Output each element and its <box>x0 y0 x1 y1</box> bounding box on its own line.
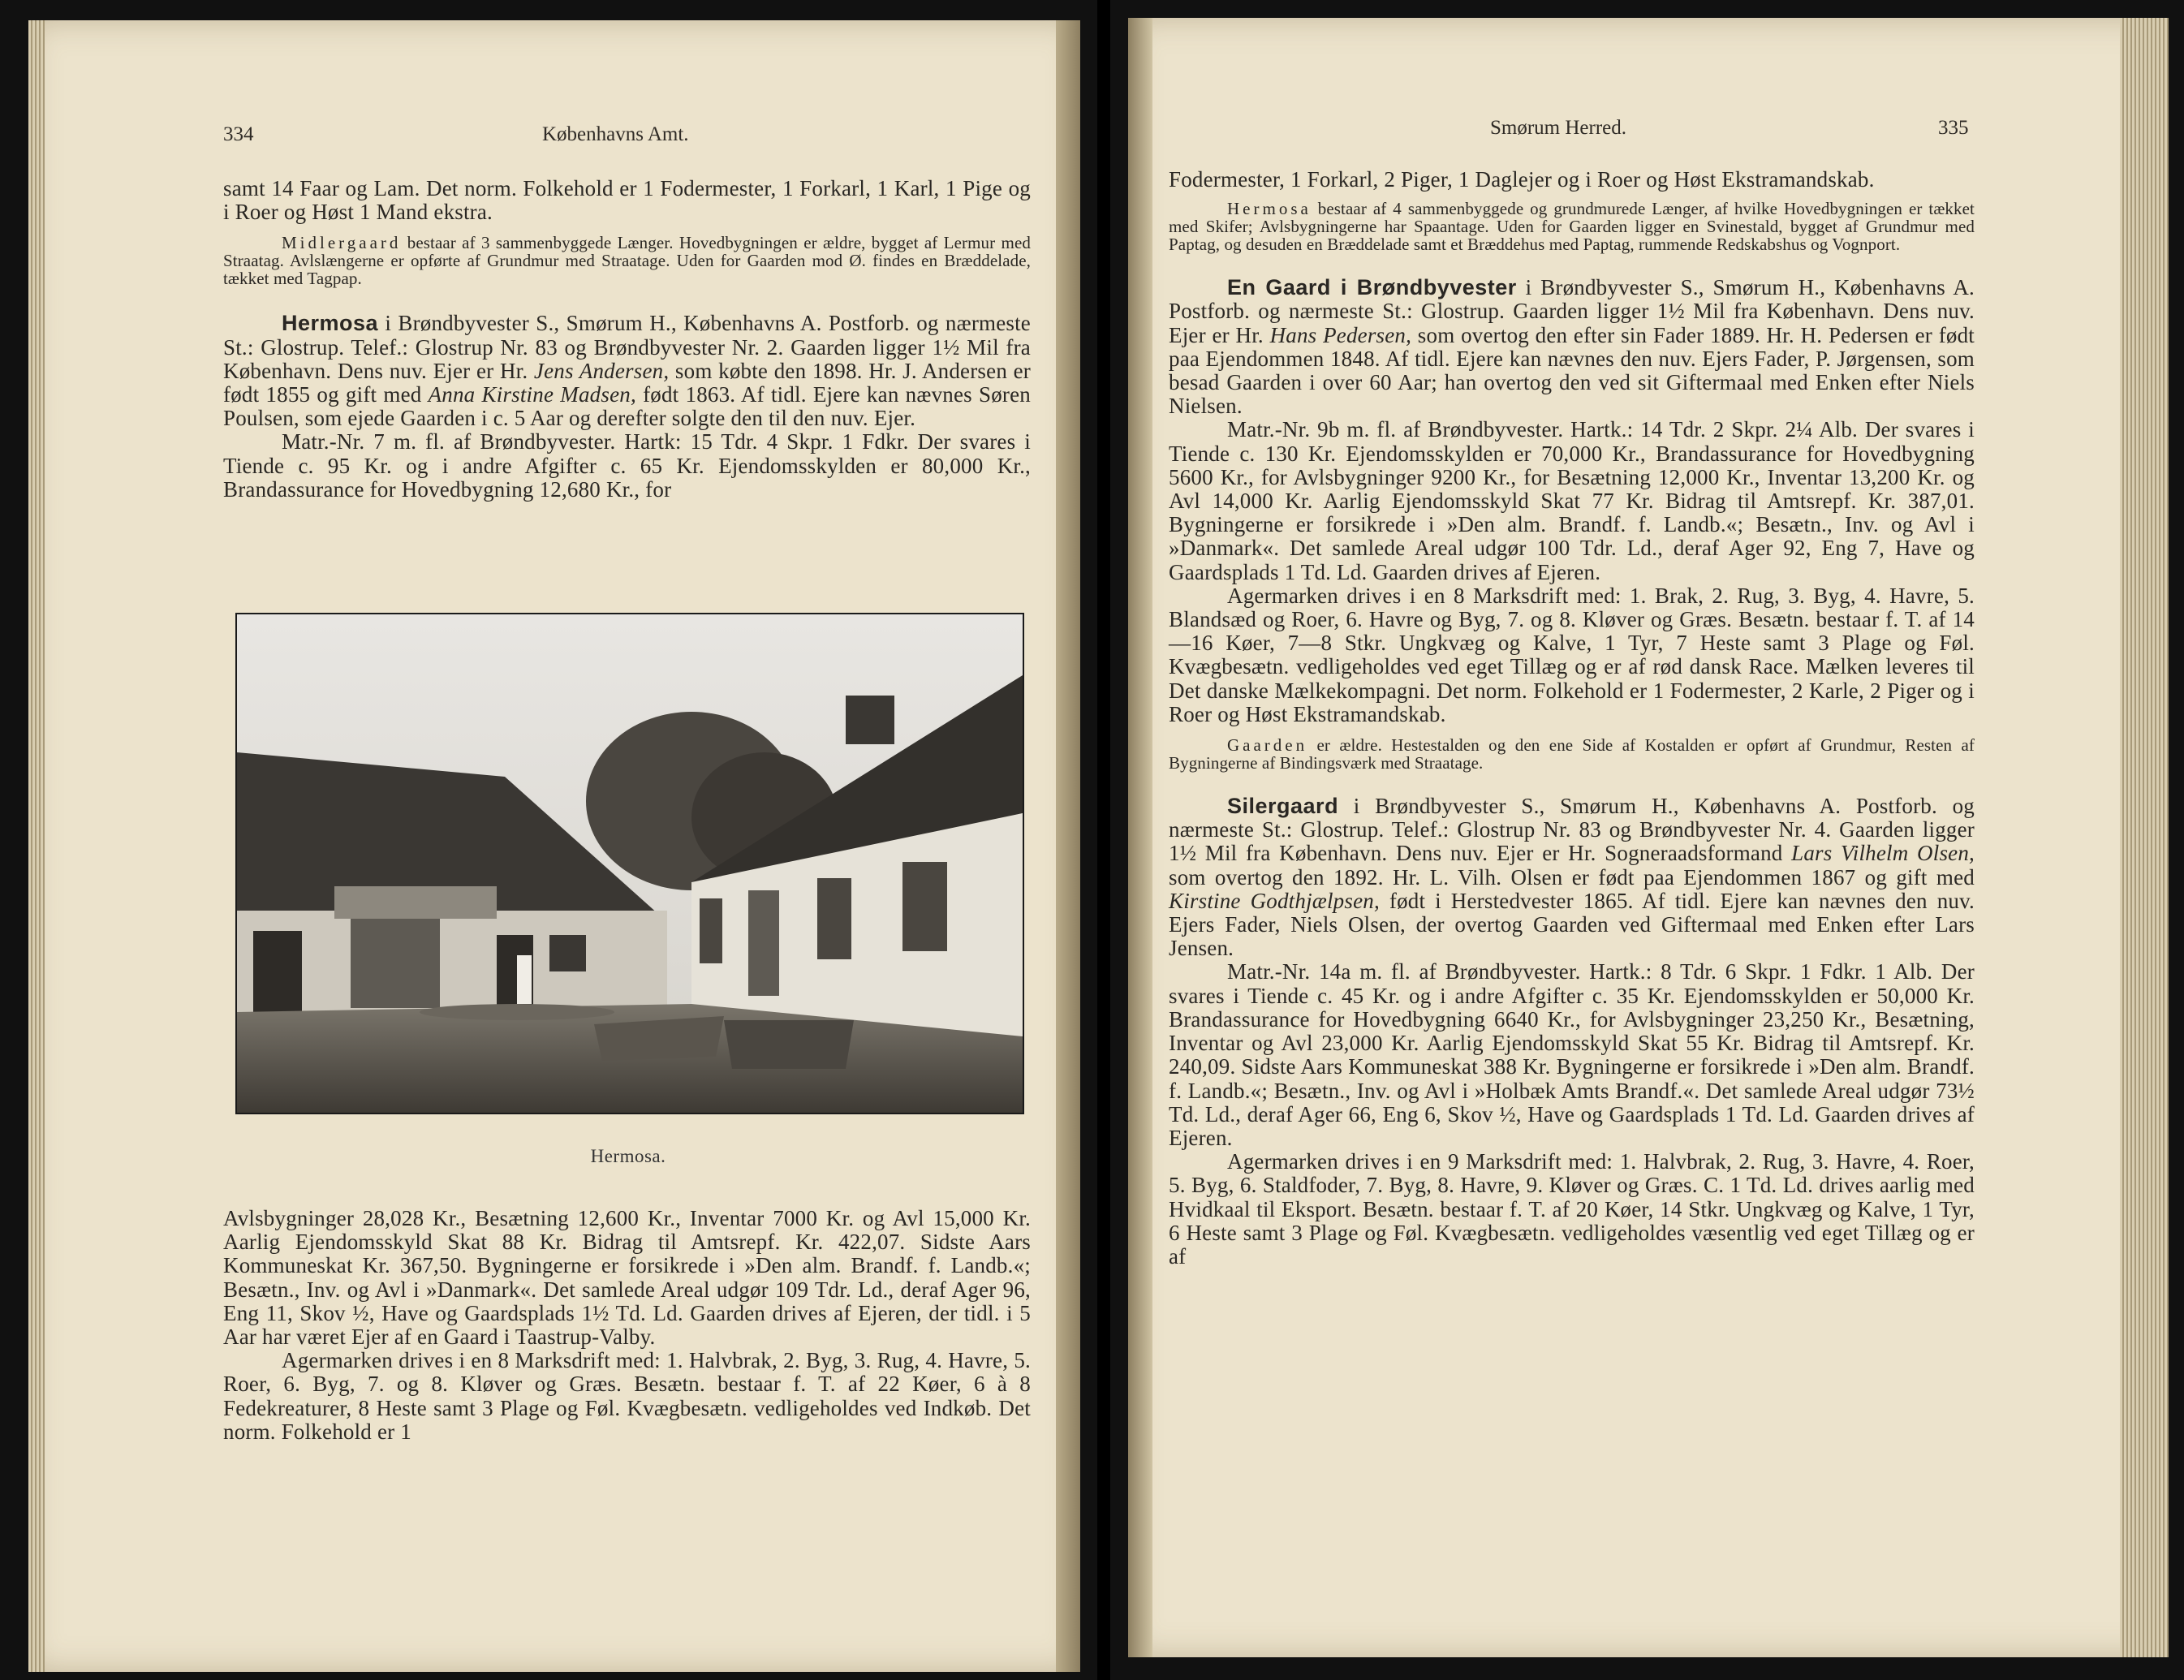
gaard-p1-a: i Brøndbyvester S., Smørum H., Københavns A. Postforb. og nærmeste St.: Glostrup. Gaarden ligger 1½ Mil fra København. Dens nuv. Ejer er Hr. <box>1169 275 1975 347</box>
left-after-photo-paragraph-2: Agermarken drives i en 8 Marksdrift med: 1. Halvbrak, 2. Byg, 3. Rug, 4. Havre, 5. Roer, 6. Byg, 7. og 8. Kløver og Græs. Besætn. bestaar f. T. af 22 Køer, 6 à 8 Fedekreaturer, 8 Heste samt 3 Plage og Føl. Kvægbesætn. vedligeholdes ved Indkøb. Det norm. Folkehold er 1 <box>223 1348 1031 1444</box>
left-top-paragraph: samt 14 Faar og Lam. Det norm. Folkehold er 1 Fodermester, 1 Forkarl, 1 Karl, 1 Pige og i Roer og Høst 1 Mand ekstra. <box>223 176 1031 225</box>
hermosa-paragraph-1 <box>223 312 1031 430</box>
siler-owner: Lars Vilhelm Olsen, <box>1791 841 1975 866</box>
hermosa-paragraph-2: Matr.-Nr. 7 m. fl. af Brøndbyvester. Hartk: 15 Tdr. 4 Skpr. 1 Fdkr. Der svares i Tiende c. 95 Kr. og i andre Afgifter c. 65 Kr. Ejendomsskylden er 80,000 Kr., Brandassurance for Hovedbygning 12,680 Kr., for <box>223 429 1031 502</box>
hermosa-p1-c: født 1863. Af tidl. Ejere kan nævnes Søren Poulsen, som ejede Gaarden i c. 5 Aar og derefter solgte den til den nuv. Ejer. <box>223 382 1031 431</box>
midlergaard-lead: Midlergaard <box>282 233 402 253</box>
hermosa-p1-b: som købte den 1898. Hr. J. Andersen er født 1855 og gift med <box>223 358 1031 407</box>
hermosa-lead: Hermosa <box>1227 199 1312 219</box>
midlergaard-text: bestaar af 3 sammenbyggede Længer. Hovedbygningen er ældre, bygget af Lermur med Straatag. Avlslængerne er opførte af Grundmur med Straatage. Uden for Gaarden mod Ø. findes en Bræddelade, tækket med Tagpap. <box>223 233 1031 289</box>
midlergaard-paragraph <box>223 234 1031 287</box>
silergaard-name: Silergaard <box>1227 794 1339 819</box>
hermosa-name: Hermosa <box>282 311 379 336</box>
gaard-paragraph-2: Matr.-Nr. 9b m. fl. af Brøndbyvester. Hartk.: 14 Tdr. 2 Skpr. 2¼ Alb. Der svares i Tiende c. 130 Kr. Ejendomsskylden er 70,000 Kr., Brandassurance for Hovedbygning 5600 Kr., for Avlsbygninger 9200 Kr., for Besætning 12,000 Kr., Inventar 13,200 Kr. og Avl 14,000 Kr. Aarlig Ejendomsskyld Skat 77 Kr. Bidrag til Amtsrepf. Kr. 387,01. Bygningerne er forsikrede i »Den alm. Brandf. f. Landb.«; Besætn., Inv. og Avl i »Danmark«. Det samlede Areal udgør 100 Tdr. Ld., deraf Ager 92, Eng 7, Have og Gaardsplads 1 Td. Ld. Gaarden drives af Ejeren. <box>1169 417 1975 584</box>
left-lower-text <box>223 1207 1031 1444</box>
siler-p1-c: født i Herstedvester 1865. Af tidl. Ejere kan nævnes den nuv. Ejers Fader, Niels Olsen, der overtog Gaarden ved Giftermaal med Enken efter Lars Jensen. <box>1169 888 1975 961</box>
gaarden-lead: Gaarden <box>1227 735 1308 756</box>
right-top-paragraph: Fodermester, 1 Forkarl, 2 Piger, 1 Daglejer og i Roer og Høst Ekstramandskab. <box>1169 167 1875 192</box>
gaarden-description <box>1169 736 1975 772</box>
gaard-owner: Hans Pedersen, <box>1269 322 1412 347</box>
right-text <box>1169 168 1975 1269</box>
hermosa-owner: Jens Andersen, <box>533 358 670 383</box>
silergaard-paragraph-1 <box>1169 795 1975 960</box>
gaard-name: En Gaard i Brøndbyvester <box>1227 275 1517 300</box>
hermosa-photo <box>235 613 1024 1114</box>
hermosa-wife: Anna Kirstine Madsen, <box>428 382 636 407</box>
farmyard-illustration <box>237 614 1023 1113</box>
gaard-p1-b: som overtog den efter sin Fader 1889. Hr. H. Pedersen er født paa Ejendommen 1848. Af tidl. Ejere kan nævnes den nuv. Ejers Fader, P. Jørgensen, som besad Gaarden i over 60 Aar; han overtog den ved sit Giftermaal med Enken efter Niels Nielsen. <box>1169 322 1975 419</box>
hermosa-description <box>1169 200 1975 253</box>
left-gutter <box>1056 20 1080 1672</box>
silergaard-paragraph-3: Agermarken drives i en 9 Marksdrift med: 1. Halvbrak, 2. Rug, 3. Havre, 4. Roer, 5. Byg, 6. Staldfoder, 7. Byg, 8. Havre, 9. Kløver og Græs. C. 1 Td. Ld. drives aarlig med Hvidkaal til Eksport. Besætn. bestaar f. T. af 20 Køer, 14 Stkr. Ungkvæg og Kalve, 1 Tyr, 6 Heste samt 3 Plage og Føl. Kvægbesætn. vedligeholdes væsentlig ved eget Tillæg og er af <box>1169 1149 1975 1269</box>
right-running-head: Smørum Herred. <box>1490 117 1627 139</box>
left-page-edge <box>28 20 45 1672</box>
siler-p1-b: som overtog den 1892. Hr. L. Vilh. Olsen er født paa Ejendommen 1867 og gift med <box>1169 864 1975 890</box>
right-gutter <box>1128 18 1152 1657</box>
right-page-edge <box>2120 18 2169 1657</box>
hermosa-p1-a: i Brøndbyvester S., Smørum H., Københavns A. Postforb. og nærmeste St.: Glostrup. Telef.: Glostrup Nr. 83 og Brøndbyvester Nr. 2. Gaarden ligger 1½ Mil fra København. Dens nuv. Ejer er Hr. <box>223 311 1031 383</box>
gaard-paragraph-3: Agermarken drives i en 8 Marksdrift med: 1. Brak, 2. Rug, 3. Byg, 4. Havre, 5. Blandsæd og Roer, 6. Havre og Byg, 7. og 8. Kløver og Græs. Besætn. bestaar f. T. af 14—16 Køer, 7—8 Stkr. Ungkvæg og Kalve, 1 Tyr, 7 Heste samt 3 Plage og Føl. Kvægbesætn. vedligeholdes ved eget Tillæg og er af rød dansk Race. Mælken leveres til Det danske Mælkekompagni. Det norm. Folkehold er 1 Fodermester, 2 Karle, 2 Piger og i Roer og Høst Ekstramandskab. <box>1169 583 1975 726</box>
left-page-number: 334 <box>223 123 254 145</box>
gaarden-small: er ældre. Hestestalden og den ene Side af Kostalden er opført af Grundmur, Resten af Bygningerne af Bindingsværk med Straatage. <box>1169 735 1975 773</box>
silergaard-paragraph-2: Matr.-Nr. 14a m. fl. af Brøndbyvester. Hartk.: 8 Tdr. 6 Skpr. 1 Fdkr. 1 Alb. Der svares i Tiende c. 45 Kr. og i andre Afgifter c. 35 Kr. Ejendomsskylden er 50,000 Kr. Brandassurance for Hovedbygning 6640 Kr., for Avlsbygninger 23,250 Kr., Besætning, Inventar og Avl 23,000 Kr. Aarlig Ejendomsskyld Skat 55 Kr. Bidrag til Amtsrepf. Kr. 240,09. Sidste Aars Kommuneskat 388 Kr. Bygningerne er forsikrede i »Den alm. Brandf. f. Landb.«; Besætn., Inv. og Avl i »Holbæk Amts Brandf.«. Det samlede Areal udgør 73½ Td. Ld., deraf Ager 66, Eng 6, Skov ½, Have og Gaardsplads 1 Td. Ld. Gaarden drives af Ejeren. <box>1169 959 1975 1150</box>
hermosa-small: bestaar af 4 sammenbyggede og grundmurede Længer, af hvilke Hovedbygningen er tækket med Skifer; Avlsbygningerne har Spaantage. Uden for Gaarden ligger en Svinestald, bygget af Grundmur med Paptag, og desuden en Bræddelade samt et Bræddehus med Paptag, rummende Redskabshus og Vognport. <box>1169 199 1975 255</box>
left-after-photo-paragraph-1: Avlsbygninger 28,028 Kr., Besætning 12,600 Kr., Inventar 7000 Kr. og Avl 15,000 Kr. Aarlig Ejendomsskyld Skat 88 Kr. Bidrag til Amtsrepf. Kr. 422,07. Sidste Aars Kommuneskat Kr. 367,50. Bygningerne er forsikrede i »Den alm. Brandf. f. Landb.«; Besætn., Inv. og Avl i »Danmark«. Det samlede Areal udgør 109 Tdr. Ld., deraf Ager 96, Eng 11, Skov ½, Have og Gaardsplads 1½ Td. Ld. Gaarden drives af Ejeren, der tidl. i 5 Aar har været Ejer af en Gaard i Taastrup-Valby. <box>223 1206 1031 1350</box>
left-upper-text <box>223 177 1031 502</box>
siler-p1-a: i Brøndbyvester S., Smørum H., Københavns A. Postforb. og nærmeste St.: Glostrup. Telef.: Glostrup Nr. 83 og Brøndbyvester Nr. 4. Gaarden ligger 1½ Mil fra København. Dens nuv. Ejer er Hr. Sogneraadsformand <box>1169 794 1975 866</box>
photo-caption: Hermosa. <box>590 1146 666 1166</box>
gaard-paragraph-1 <box>1169 276 1975 418</box>
right-page-number: 335 <box>1938 117 1969 139</box>
siler-wife: Kirstine Godthjælpsen, <box>1169 888 1380 913</box>
left-running-head: Københavns Amt. <box>542 123 689 145</box>
